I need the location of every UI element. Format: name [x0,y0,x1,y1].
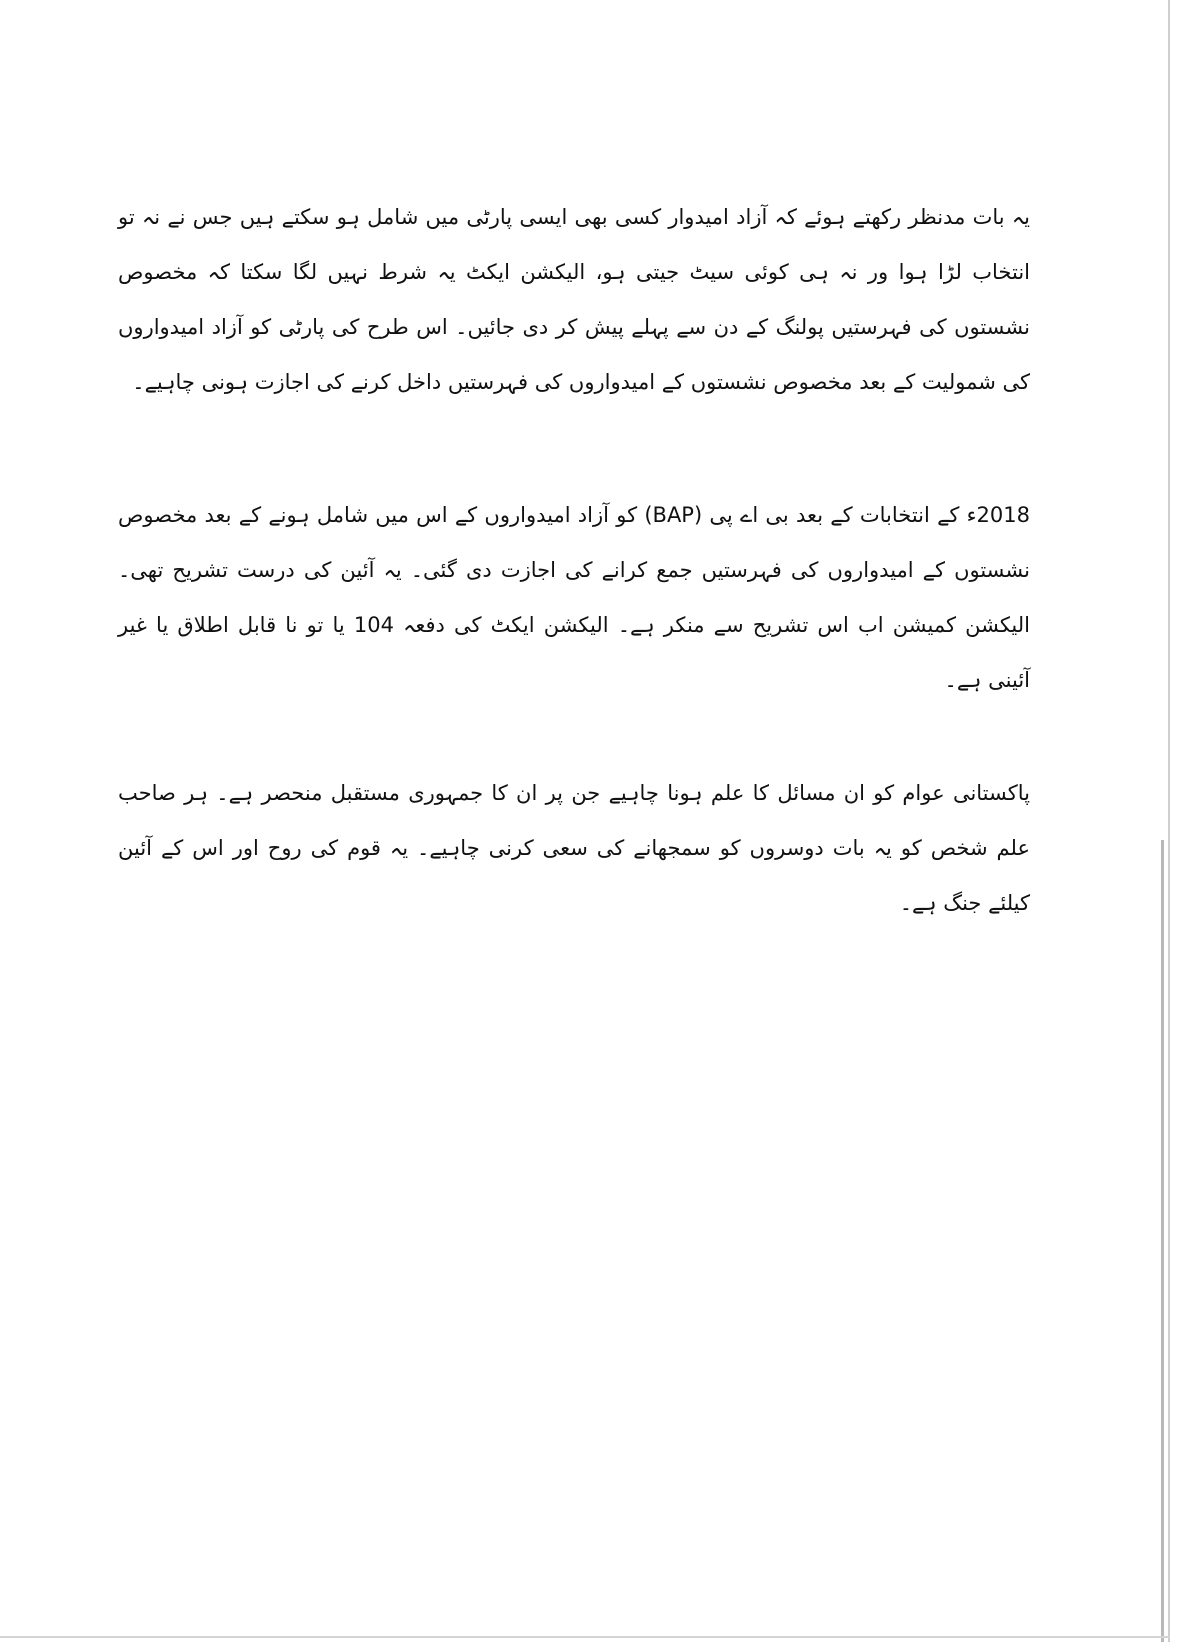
page-edge-shadow [1168,0,1170,1642]
scrollbar-track[interactable] [1161,840,1164,1642]
paragraph-3: پاکستانی عوام کو ان مسائل کا علم ہونا چاہیے جن پر ان کا جمہوری مستقبل منحصر ہے۔ ہر صاحب علم شخص کو یہ بات دوسروں کو سمجھانے کی سعی کرنی چاہیے۔ یہ قوم کی روح اور اس کے آئین کیلئے جنگ ہے۔ [118,781,1030,915]
page-bottom-edge [0,1636,1170,1638]
paragraph-1: یہ بات مدنظر رکھتے ہوئے کہ آزاد امیدوار کسی بھی ایسی پارٹی میں شامل ہو سکتے ہیں جس نے نہ تو انتخاب لڑا ہوا ور نہ ہی کوئی سیٹ جیتی ہو، الیکشن ایکٹ یہ شرط نہیں لگا سکتا کہ مخصوص نشستوں کی فہرستیں پولنگ کے دن سے پہلے پیش کر دی جائیں۔ اس طرح کی پارٹی کو آزاد امیدواروں کی شمولیت کے بعد مخصوص نشستوں کے امیدواروں کی فہرستیں داخل کرنے کی اجازت ہونی چاہیے۔ [118,205,1030,394]
document-body [118,190,1030,931]
paragraph-2: 2018ء کے انتخابات کے بعد بی اے پی (BAP) کو آزاد امیدواروں کے اس میں شامل ہونے کے بعد مخصوص نشستوں کے امیدواروں کی فہرستیں جمع کرانے کی اجازت دی گئی۔ یہ آئین کی درست تشریح تھی۔ الیکشن کمیشن اب اس تشریح سے منکر ہے۔ الیکشن ایکٹ کی دفعہ 104 یا تو نا قابل اطلاق یا غیر آئینی ہے۔ [118,503,1030,692]
